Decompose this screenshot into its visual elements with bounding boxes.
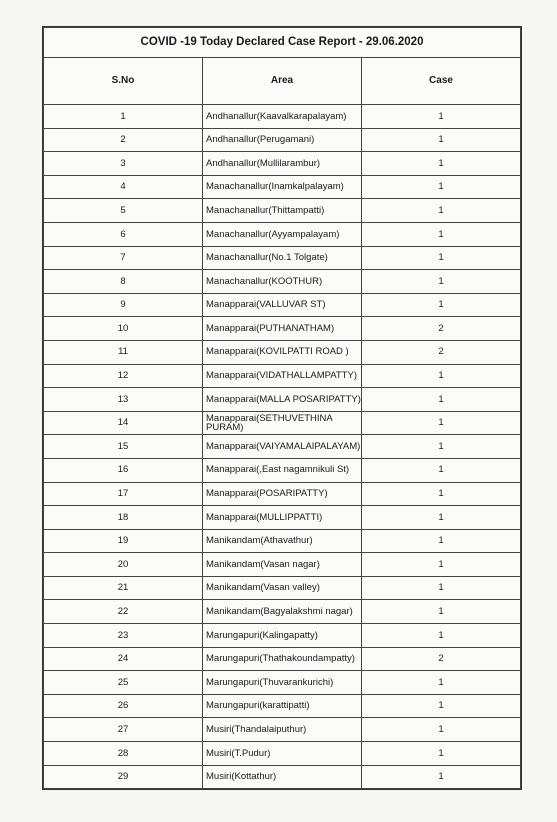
row-area: Manapparai(MULLIPPATTI): [203, 506, 362, 530]
row-case: 1: [362, 270, 521, 294]
table-row: [44, 388, 521, 412]
table-row: [44, 175, 521, 199]
row-sno: 28: [44, 742, 203, 766]
row-case: 1: [362, 152, 521, 176]
row-sno: 10: [44, 317, 203, 341]
table-row: [44, 317, 521, 341]
table-row: [44, 671, 521, 695]
row-area: Manapparai(VIDATHALLAMPATTY): [203, 364, 362, 388]
report-title: COVID -19 Today Declared Case Report - 29.06.2020: [44, 28, 521, 58]
row-area: Andhanallur(Perugamani): [203, 128, 362, 152]
row-sno: 6: [44, 222, 203, 246]
row-sno: 15: [44, 435, 203, 459]
table-row: [44, 293, 521, 317]
case-report-table-container: [42, 26, 522, 790]
row-sno: 27: [44, 718, 203, 742]
table-row: [44, 553, 521, 577]
row-sno: 20: [44, 553, 203, 577]
row-area: Manapparai(MALLA POSARIPATTY): [203, 388, 362, 412]
row-area: Manapparai(PUTHANATHAM): [203, 317, 362, 341]
row-sno: 23: [44, 624, 203, 648]
row-area: Manikandam(Vasan valley): [203, 576, 362, 600]
table-row: [44, 199, 521, 223]
row-area: Marungapuri(Kalingapatty): [203, 624, 362, 648]
row-sno: 3: [44, 152, 203, 176]
row-area: Musiri(T.Pudur): [203, 742, 362, 766]
row-area: Manikandam(Vasan nagar): [203, 553, 362, 577]
row-sno: 11: [44, 340, 203, 364]
row-area: Marungapuri(karattipatti): [203, 694, 362, 718]
row-sno: 29: [44, 765, 203, 789]
row-case: 1: [362, 506, 521, 530]
table-row: [44, 694, 521, 718]
table-row: [44, 152, 521, 176]
row-area: Manapparai(VALLUVAR ST): [203, 293, 362, 317]
table-row: [44, 624, 521, 648]
table-row: [44, 270, 521, 294]
row-case: 1: [362, 671, 521, 695]
row-sno: 18: [44, 506, 203, 530]
table-row: [44, 742, 521, 766]
row-case: 2: [362, 647, 521, 671]
row-case: 1: [362, 529, 521, 553]
row-area: Marungapuri(Thathakoundampatty): [203, 647, 362, 671]
row-sno: 2: [44, 128, 203, 152]
table-row: [44, 718, 521, 742]
row-area: Manikandam(Athavathur): [203, 529, 362, 553]
row-sno: 1: [44, 105, 203, 129]
table-row: [44, 105, 521, 129]
row-area: Manikandam(Bagyalakshmi nagar): [203, 600, 362, 624]
row-sno: 26: [44, 694, 203, 718]
row-sno: 9: [44, 293, 203, 317]
table-body: [44, 105, 521, 789]
table-row: [44, 128, 521, 152]
row-case: 1: [362, 718, 521, 742]
row-case: 1: [362, 624, 521, 648]
row-area: Musiri(Kottathur): [203, 765, 362, 789]
row-area: Manachanallur(KOOTHUR): [203, 270, 362, 294]
row-area: Manachanallur(Ayyampalayam): [203, 222, 362, 246]
row-sno: 25: [44, 671, 203, 695]
row-sno: 19: [44, 529, 203, 553]
table-row: [44, 222, 521, 246]
row-area: Marungapuri(Thuvarankurichi): [203, 671, 362, 695]
table-row: [44, 600, 521, 624]
row-area: Andhanallur(Kaavalkarapalayam): [203, 105, 362, 129]
row-case: 2: [362, 317, 521, 341]
row-case: 1: [362, 246, 521, 270]
row-case: 1: [362, 458, 521, 482]
row-case: 1: [362, 105, 521, 129]
row-case: 1: [362, 293, 521, 317]
row-case: 1: [362, 765, 521, 789]
row-case: 1: [362, 600, 521, 624]
table-row: [44, 246, 521, 270]
header-case: Case: [362, 58, 521, 105]
row-area: Manapparai(SETHUVETHINA PURAM): [203, 411, 362, 435]
row-sno: 14: [44, 411, 203, 435]
row-case: 1: [362, 694, 521, 718]
row-case: 1: [362, 742, 521, 766]
row-sno: 12: [44, 364, 203, 388]
row-area: Andhanallur(Mullilarambur): [203, 152, 362, 176]
row-case: 1: [362, 388, 521, 412]
row-area: Manapparai(KOVILPATTI ROAD ): [203, 340, 362, 364]
row-sno: 22: [44, 600, 203, 624]
row-case: 1: [362, 175, 521, 199]
row-sno: 21: [44, 576, 203, 600]
table-row: [44, 576, 521, 600]
row-area: Manapparai(VAIYAMALAIPALAYAM): [203, 435, 362, 459]
row-case: 2: [362, 340, 521, 364]
row-sno: 7: [44, 246, 203, 270]
row-case: 1: [362, 553, 521, 577]
row-sno: 5: [44, 199, 203, 223]
table-row: [44, 458, 521, 482]
row-area: Manapparai(,East nagamnikuli St): [203, 458, 362, 482]
row-case: 1: [362, 576, 521, 600]
row-sno: 13: [44, 388, 203, 412]
table-row: [44, 765, 521, 789]
row-area: Musiri(Thandalaiputhur): [203, 718, 362, 742]
row-area: Manachanallur(No.1 Tolgate): [203, 246, 362, 270]
row-case: 1: [362, 411, 521, 435]
row-sno: 8: [44, 270, 203, 294]
table-row: [44, 435, 521, 459]
table-row: [44, 529, 521, 553]
table-row: [44, 340, 521, 364]
table-row: [44, 364, 521, 388]
row-case: 1: [362, 128, 521, 152]
row-sno: 24: [44, 647, 203, 671]
row-case: 1: [362, 199, 521, 223]
row-area: Manachanallur(Thittampatti): [203, 199, 362, 223]
row-case: 1: [362, 482, 521, 506]
row-area: Manachanallur(Inamkalpalayam): [203, 175, 362, 199]
table-row: [44, 411, 521, 435]
row-sno: 4: [44, 175, 203, 199]
row-case: 1: [362, 222, 521, 246]
table-row: [44, 647, 521, 671]
row-area: Manapparai(POSARIPATTY): [203, 482, 362, 506]
header-sno: S.No: [44, 58, 203, 105]
header-area: Area: [203, 58, 362, 105]
row-case: 1: [362, 364, 521, 388]
row-sno: 17: [44, 482, 203, 506]
case-report-table: [43, 27, 521, 789]
table-row: [44, 482, 521, 506]
header-row: [44, 58, 521, 105]
row-case: 1: [362, 435, 521, 459]
table-row: [44, 506, 521, 530]
row-sno: 16: [44, 458, 203, 482]
